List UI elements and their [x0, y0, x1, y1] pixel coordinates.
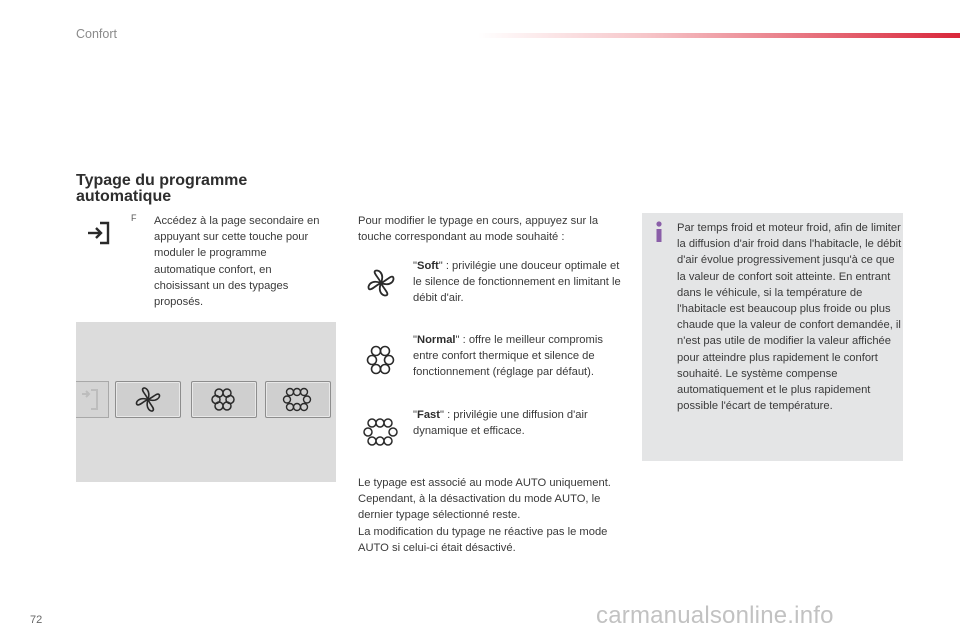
mode-normal-name: Normal	[416, 334, 456, 346]
instruction-text: Accédez à la page secondaire en appuyant sur cette touche pour moduler le programme automatique confort, en choisissant un des typages proposés.	[154, 215, 320, 309]
mode-fast-name: Fast	[416, 409, 440, 421]
watermark: carmanualsonline.info	[596, 602, 834, 629]
secondary-page-icon	[86, 221, 110, 245]
fan-fast-button	[265, 381, 331, 418]
bottom-paragraph-1: Le typage est associé au mode AUTO uniquement. Cependant, à la désactivation du mode AUTO, le dernier typage sélectionné reste.	[358, 477, 611, 522]
info-note-text: Par temps froid et moteur froid, afin de limiter la diffusion d'air froid dans l'habitacle, le débit d'air évolue progressivement jusqu'à ce que la valeur de confort soit atteinte. En entrant dans le véhicule, si la température de l'habitacle est beaucoup plus froide ou plus chaude que la valeur de confort demandée, il n'est pas utile de modifier la valeur affichée pour atteindre plus rapidement le confort souhaité. Le système compense automatiquement et le plus rapidement possible l'écart de température.	[677, 222, 902, 413]
page-number: 72	[30, 614, 43, 626]
bullet-marker: F	[131, 213, 137, 223]
fan-fast-icon	[361, 416, 401, 448]
bottom-paragraph-2: La modification du typage ne réactive pas le mode AUTO si celui-ci était désactivé.	[358, 525, 608, 554]
climate-panel-illustration	[76, 322, 336, 482]
fan-normal-icon	[192, 382, 256, 417]
intro-text: Pour modifier le typage en cours, appuyez sur la touche correspondant au mode souhaité :	[358, 215, 599, 244]
fan-fast-icon	[266, 382, 330, 417]
mode-soft-description: "Soft" : privilégie une douceur optimale et le silence de fonctionnement en limitant le débit d'air.	[413, 260, 621, 305]
mode-fast-description: "Fast" : privilégie une diffusion d'air dynamique et efficace.	[413, 409, 588, 438]
info-icon	[652, 221, 666, 243]
fan-soft-button	[115, 381, 181, 418]
back-arrow-icon	[76, 382, 108, 417]
section-title: Typage du programme automatique	[76, 172, 248, 205]
mode-normal-description: "Normal" : offre le meilleur compromis entre confort thermique et silence de fonctionnement (réglage par défaut).	[413, 334, 603, 379]
section-label: Confort	[76, 27, 117, 41]
fan-soft-icon	[116, 382, 180, 417]
fan-normal-button	[191, 381, 257, 418]
mode-soft-name: Soft	[416, 260, 439, 272]
header-accent-bar	[478, 33, 960, 38]
bottom-text	[358, 475, 620, 556]
back-button	[76, 381, 109, 418]
fan-soft-icon	[366, 267, 396, 299]
fan-normal-icon	[364, 344, 398, 376]
